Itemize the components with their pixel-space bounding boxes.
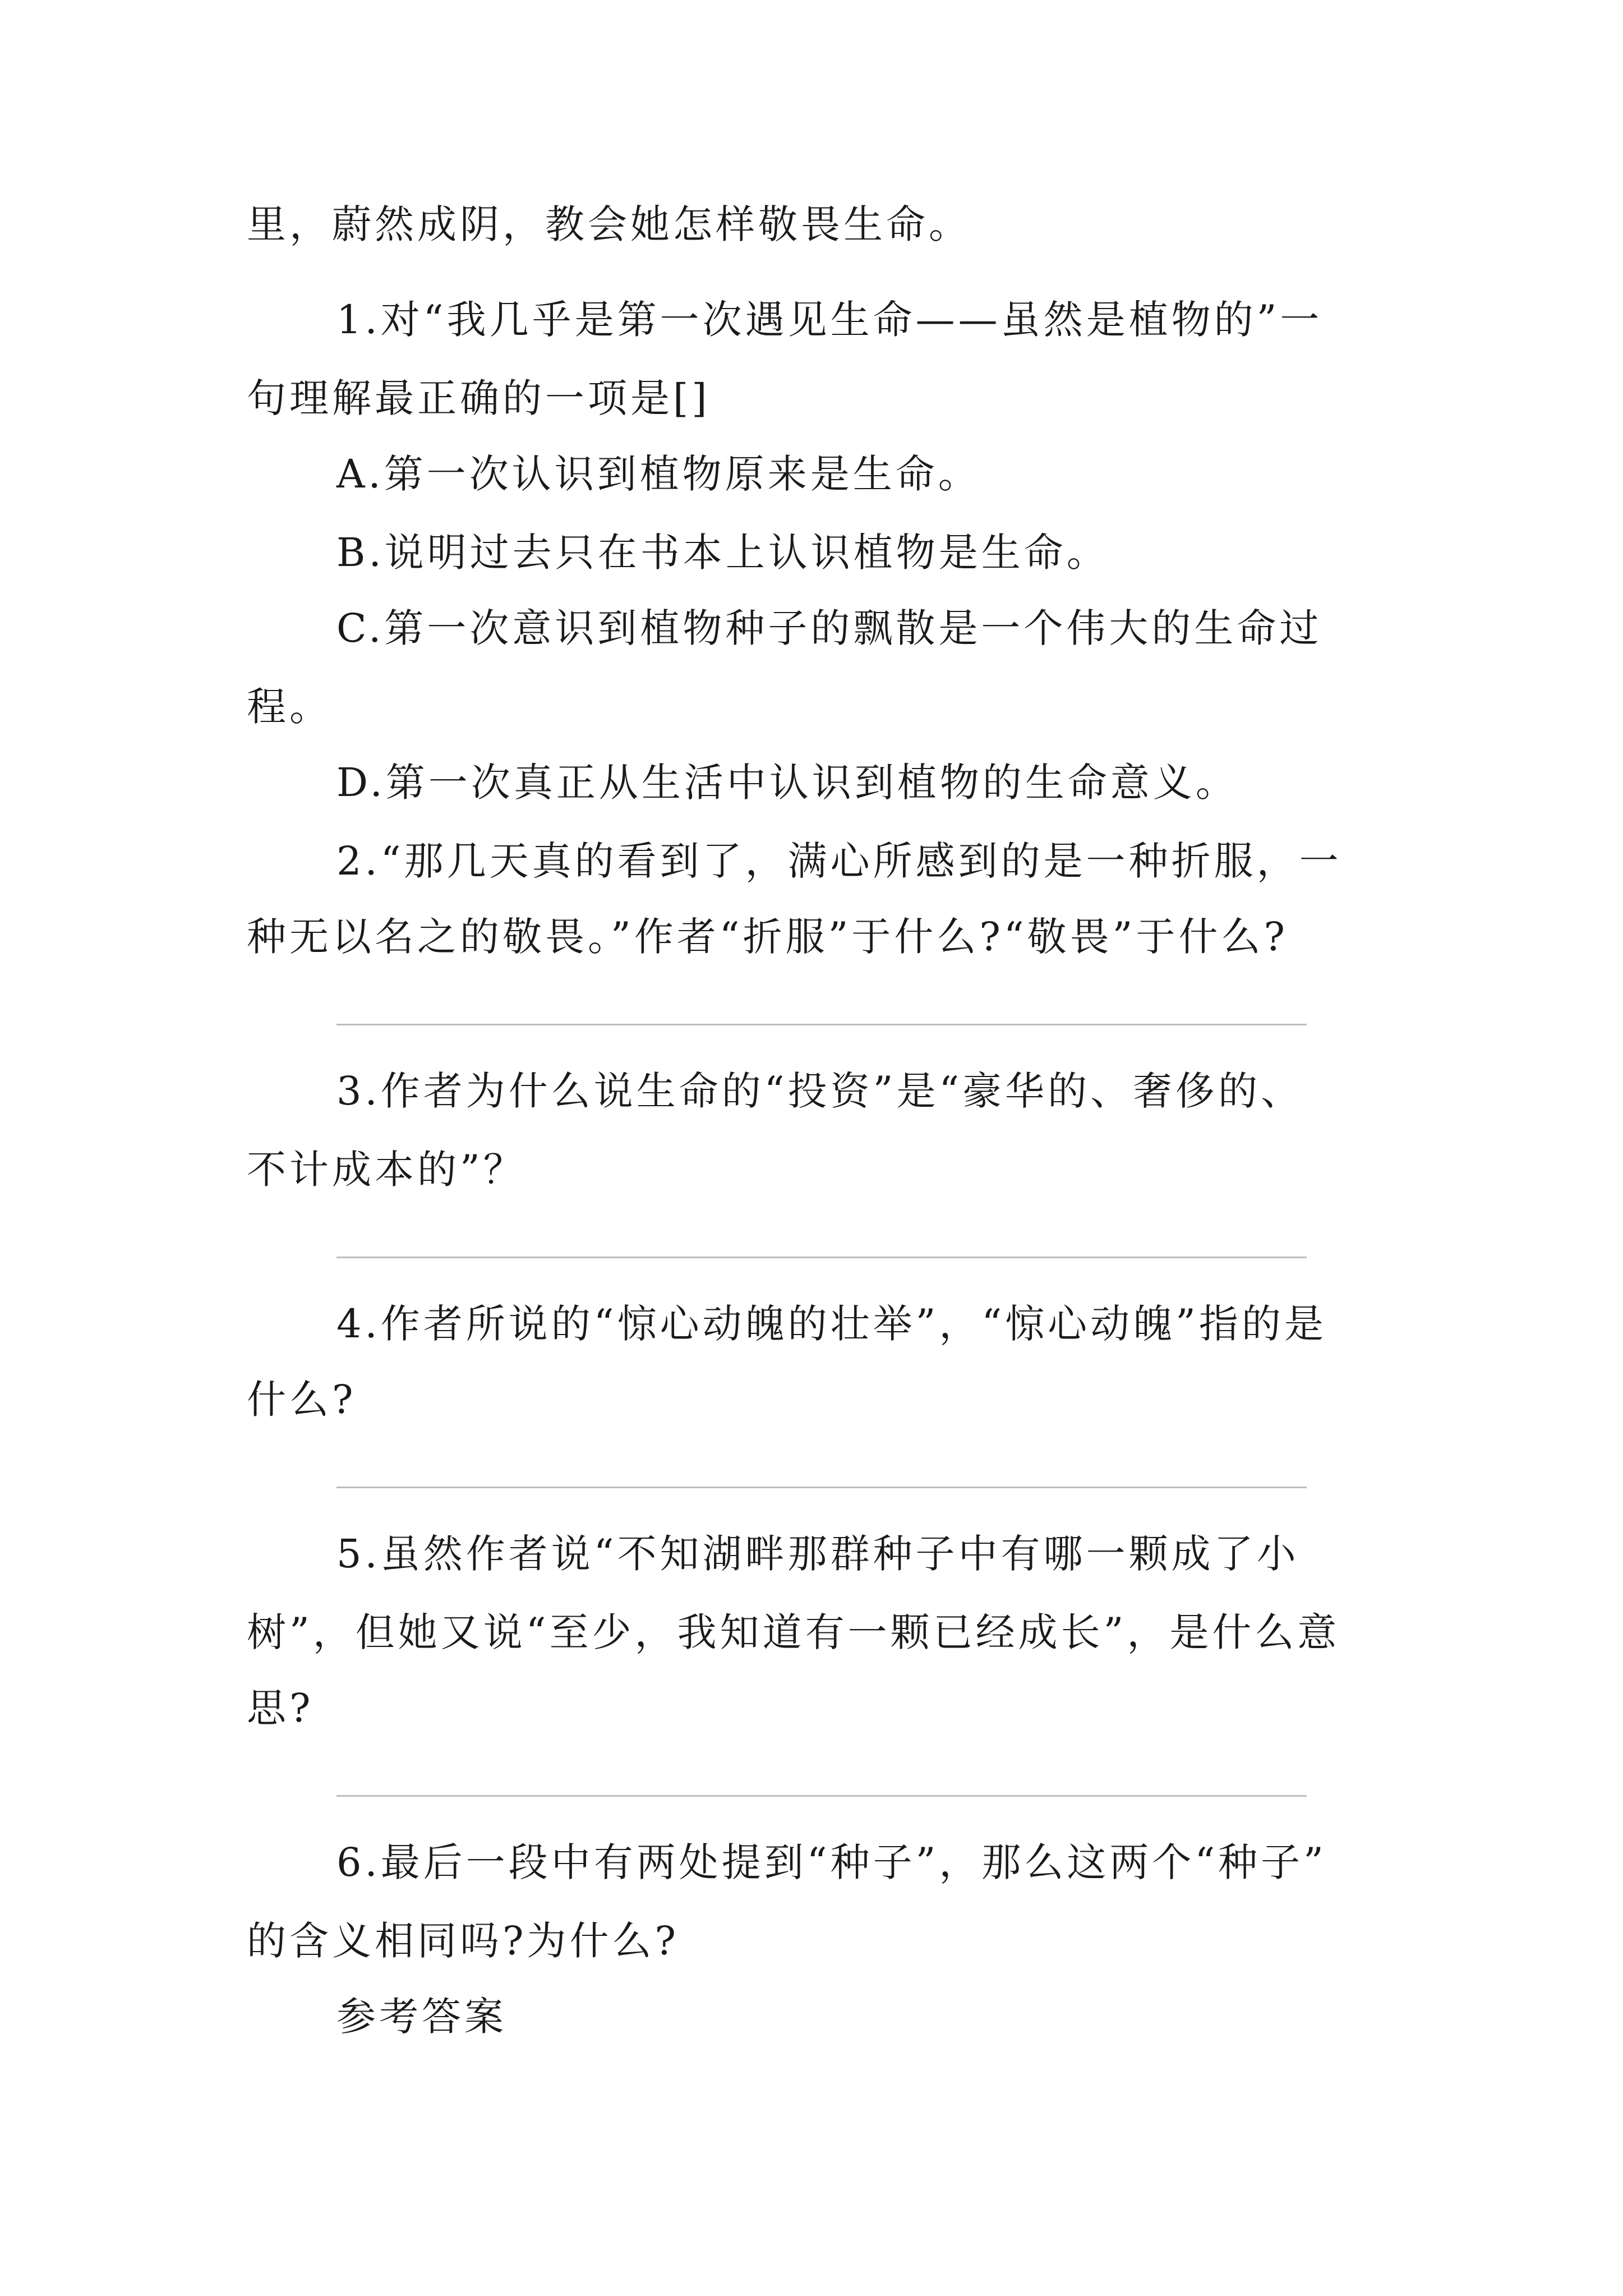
reference-answers-heading: 参考答案: [336, 1994, 507, 2040]
question-5-line-3: 思?: [247, 1685, 314, 1731]
question-3-line-2: 不计成本的”？: [247, 1147, 526, 1193]
paragraph-continuation: 里，蔚然成阴，教会她怎样敬畏生命。: [247, 201, 971, 247]
question-5-line-2: 树”，但她又说“至少，我知道有一颗已经成长”，是什么意: [247, 1609, 1340, 1655]
question-1-option-d: D.第一次真正从生活中认识到植物的生命意义。: [336, 760, 1238, 806]
question-1-option-c-line-1: C.第一次意识到植物种子的飘散是一个伟大的生命过: [336, 605, 1322, 651]
question-2-line-1: 2.“那几天真的看到了，满心所感到的是一种折服，一: [336, 838, 1342, 884]
question-6-line-2: 的含义相同吗?为什么?: [247, 1918, 680, 1964]
answer-line-5: [336, 1795, 1307, 1797]
question-3-line-1: 3.作者为什么说生命的“投资”是“豪华的、奢侈的、: [336, 1068, 1304, 1114]
question-1-line-2: 句理解最正确的一项是[]: [247, 375, 711, 421]
question-1-line-1: 1.对“我几乎是第一次遇见生命——虽然是植物的”一: [336, 297, 1323, 343]
answer-line-3: [336, 1257, 1307, 1258]
question-1-option-a: A.第一次认识到植物原来是生命。: [336, 451, 981, 497]
answer-line-2: [336, 1024, 1307, 1025]
question-1-option-c-line-2: 程。: [247, 684, 332, 730]
question-1-option-b: B.说明过去只在书本上认识植物是生命。: [336, 530, 1109, 576]
question-2-line-2: 种无以名之的敬畏。”作者“折服”于什么?“敬畏”于什么?: [247, 914, 1288, 960]
question-6-line-1: 6.最后一段中有两处提到“种子”，那么这两个“种子”: [336, 1839, 1327, 1885]
question-5-line-1: 5.虽然作者说“不知湖畔那群种子中有哪一颗成了小: [336, 1531, 1299, 1577]
question-4-line-2: 什么?: [247, 1377, 357, 1423]
question-4-line-1: 4.作者所说的“惊心动魄的壮举”，“惊心动魄”指的是: [336, 1301, 1327, 1347]
answer-line-4: [336, 1487, 1307, 1488]
